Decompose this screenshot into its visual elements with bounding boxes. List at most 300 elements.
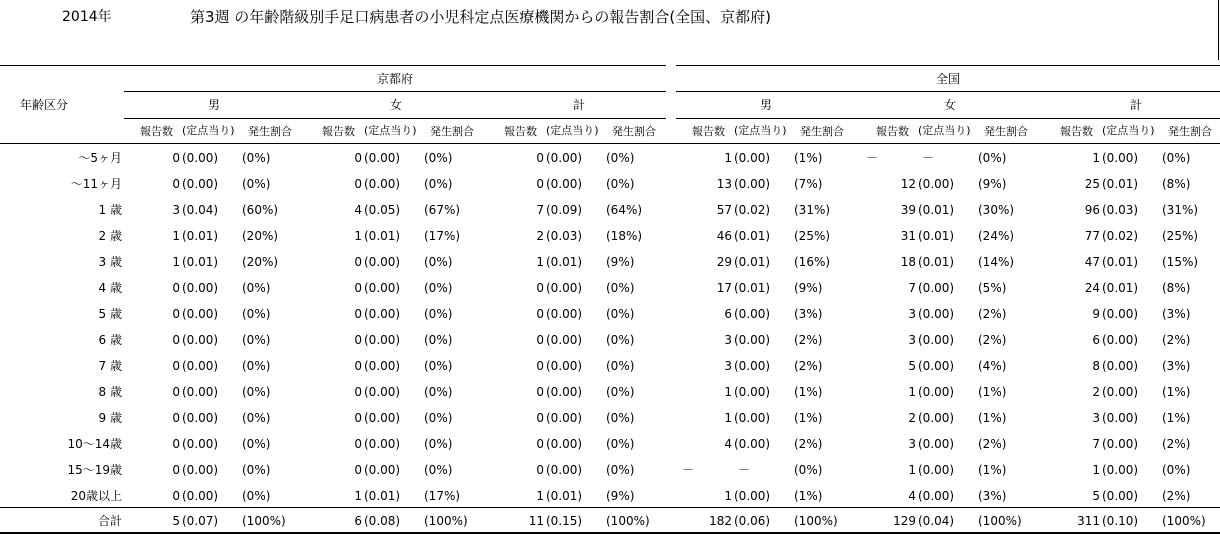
rate-value: (0%) — [606, 281, 635, 295]
report-count: 1 — [354, 489, 362, 503]
per-site-value: (0.00) — [364, 359, 401, 373]
rate-value: (0%) — [424, 437, 453, 451]
rate-value: (0%) — [242, 359, 271, 373]
per-site-value: (0.00) — [364, 307, 401, 321]
report-count: 39 — [900, 203, 916, 217]
subgroup-header: 計 — [572, 98, 585, 112]
per-site-value: (0.00) — [546, 333, 583, 347]
per-site-value: (0.01) — [1102, 281, 1139, 295]
per-site-value: (0.00) — [734, 177, 771, 191]
rate-value: (0%) — [424, 411, 453, 425]
report-count: 24 — [1084, 281, 1100, 295]
rate-value: (1%) — [794, 385, 823, 399]
rate-value: (2%) — [794, 359, 823, 373]
report-count: 0 — [172, 385, 180, 399]
rate-value: (1%) — [978, 463, 1007, 477]
report-count: 0 — [536, 463, 544, 477]
per-site-value: (0.00) — [546, 463, 583, 477]
report-count: 1 — [908, 463, 916, 477]
report-count: 4 — [724, 437, 732, 451]
rate-value: (1%) — [978, 411, 1007, 425]
col-header-rate: 発生割合 — [248, 125, 292, 138]
report-count: 31 — [900, 229, 916, 243]
rate-value: (67%) — [424, 203, 461, 217]
rate-value: (0%) — [242, 411, 271, 425]
report-count: 1 — [172, 229, 180, 243]
col-header-per: (定点当り) — [364, 124, 417, 137]
age-column-header: 年齢区分 — [20, 98, 69, 112]
per-site-value: (0.00) — [1102, 489, 1139, 503]
per-site-value: (0.00) — [364, 411, 401, 425]
per-site-value: (0.04) — [918, 514, 955, 528]
report-count: 0 — [536, 385, 544, 399]
col-header-rate: 発生割合 — [1168, 125, 1212, 138]
per-site-value: (0.01) — [918, 255, 955, 269]
report-count: 0 — [354, 255, 362, 269]
report-count: 0 — [172, 307, 180, 321]
age-label: 8 歳 — [98, 385, 122, 399]
report-count: 182 — [709, 514, 732, 528]
per-site-value: (0.00) — [182, 489, 219, 503]
rate-value: (15%) — [1162, 255, 1199, 269]
rate-value: (14%) — [978, 255, 1015, 269]
rate-value: (0%) — [606, 333, 635, 347]
dash-mark: － — [738, 463, 751, 477]
per-site-value: (0.00) — [364, 385, 401, 399]
rate-value: (9%) — [606, 489, 635, 503]
report-count: 18 — [900, 255, 916, 269]
rate-value: (0%) — [424, 151, 453, 165]
age-label: 7 歳 — [98, 359, 122, 373]
report-count: 3 — [172, 203, 180, 217]
per-site-value: (0.15) — [546, 514, 583, 528]
per-site-value: (0.00) — [546, 281, 583, 295]
rate-value: (16%) — [794, 255, 831, 269]
report-count: 77 — [1084, 229, 1100, 243]
per-site-value: (0.01) — [546, 255, 583, 269]
subgroup-header: 男 — [207, 98, 220, 112]
dash-mark: － — [922, 151, 935, 165]
per-site-value: (0.00) — [1102, 151, 1139, 165]
report-count: 0 — [354, 333, 362, 347]
report-count: 0 — [536, 177, 544, 191]
rate-value: (0%) — [978, 151, 1007, 165]
per-site-value: (0.00) — [918, 359, 955, 373]
per-site-value: (0.01) — [182, 255, 219, 269]
report-count: 0 — [536, 151, 544, 165]
report-count: 12 — [900, 177, 916, 191]
subgroup-header: 女 — [943, 98, 956, 112]
age-label: ～5ヶ月 — [78, 151, 122, 165]
report-count: 1 — [724, 411, 732, 425]
report-count: 25 — [1084, 177, 1100, 191]
per-site-value: (0.00) — [546, 385, 583, 399]
per-site-value: (0.08) — [364, 514, 401, 528]
per-site-value: (0.00) — [182, 333, 219, 347]
rate-value: (0%) — [242, 437, 271, 451]
per-site-value: (0.00) — [364, 463, 401, 477]
per-site-value: (0.00) — [182, 463, 219, 477]
per-site-value: (0.00) — [364, 255, 401, 269]
per-site-value: (0.00) — [546, 151, 583, 165]
rate-value: (0%) — [606, 151, 635, 165]
report-count: 3 — [1092, 411, 1100, 425]
report-count: 2 — [536, 229, 544, 243]
per-site-value: (0.00) — [182, 281, 219, 295]
report-count: 11 — [528, 514, 544, 528]
per-site-value: (0.00) — [1102, 333, 1139, 347]
report-count: 17 — [716, 281, 732, 295]
age-label: 10～14歳 — [67, 437, 122, 451]
rate-value: (3%) — [1162, 307, 1191, 321]
per-site-value: (0.01) — [364, 489, 401, 503]
rate-value: (20%) — [242, 229, 279, 243]
report-count: 0 — [354, 281, 362, 295]
per-site-value: (0.02) — [1102, 229, 1139, 243]
per-site-value: (0.00) — [182, 437, 219, 451]
group-rule-kyoto — [124, 91, 666, 92]
per-site-value: (0.01) — [734, 255, 771, 269]
report-count: 0 — [536, 359, 544, 373]
report-count: 3 — [908, 333, 916, 347]
per-site-value: (0.00) — [734, 359, 771, 373]
per-site-value: (0.00) — [1102, 437, 1139, 451]
report-count: 0 — [172, 489, 180, 503]
per-site-value: (0.00) — [546, 359, 583, 373]
rate-value: (18%) — [606, 229, 643, 243]
per-site-value: (0.00) — [734, 385, 771, 399]
per-site-value: (0.00) — [918, 385, 955, 399]
rate-value: (1%) — [1162, 411, 1191, 425]
rate-value: (0%) — [1162, 151, 1191, 165]
col-header-rate: 発生割合 — [430, 125, 474, 138]
rate-value: (31%) — [1162, 203, 1199, 217]
report-count: 0 — [172, 281, 180, 295]
report-count: 4 — [908, 489, 916, 503]
group-header: 全国 — [935, 72, 960, 86]
report-count: 0 — [354, 411, 362, 425]
per-site-value: (0.00) — [182, 151, 219, 165]
rate-value: (60%) — [242, 203, 279, 217]
report-count: 0 — [354, 437, 362, 451]
rate-value: (3%) — [978, 489, 1007, 503]
rate-value: (0%) — [242, 463, 271, 477]
rate-value: (0%) — [424, 333, 453, 347]
per-site-value: (0.00) — [1102, 359, 1139, 373]
rate-value: (25%) — [794, 229, 831, 243]
per-site-value: (0.00) — [364, 281, 401, 295]
per-site-value: (0.01) — [364, 229, 401, 243]
rate-value: (0%) — [606, 307, 635, 321]
age-label: 1 歳 — [98, 203, 122, 217]
per-site-value: (0.00) — [546, 177, 583, 191]
report-count: 0 — [172, 437, 180, 451]
report-count: 1 — [1092, 463, 1100, 477]
age-label: 20歳以上 — [70, 489, 122, 503]
report-count: 0 — [354, 177, 362, 191]
rate-value: (9%) — [978, 177, 1007, 191]
per-site-value: (0.00) — [734, 489, 771, 503]
age-label: 6 歳 — [98, 333, 122, 347]
report-count: 47 — [1084, 255, 1100, 269]
report-count: 129 — [893, 514, 916, 528]
per-site-value: (0.00) — [918, 437, 955, 451]
top-rule-national — [676, 65, 1220, 66]
report-count: 7 — [1092, 437, 1100, 451]
rate-value: (0%) — [424, 255, 453, 269]
report-count: 6 — [1092, 333, 1100, 347]
per-site-value: (0.00) — [364, 437, 401, 451]
per-site-value: (0.07) — [182, 514, 219, 528]
report-count: 0 — [536, 307, 544, 321]
age-label: 5 歳 — [98, 307, 122, 321]
report-count: 0 — [354, 463, 362, 477]
rate-value: (0%) — [242, 177, 271, 191]
per-site-value: (0.01) — [1102, 177, 1139, 191]
report-count: 5 — [172, 514, 180, 528]
per-site-value: (0.00) — [182, 177, 219, 191]
report-count: 0 — [536, 333, 544, 347]
per-site-value: (0.01) — [734, 281, 771, 295]
group-header: 京都府 — [376, 72, 413, 86]
report-count: 1 — [536, 489, 544, 503]
rate-value: (0%) — [606, 411, 635, 425]
report-count: 7 — [536, 203, 544, 217]
rate-value: (1%) — [978, 385, 1007, 399]
rate-value: (17%) — [424, 489, 461, 503]
report-count: 1 — [1092, 151, 1100, 165]
rate-value: (0%) — [242, 151, 271, 165]
report-count: 5 — [908, 359, 916, 373]
per-site-value: (0.01) — [1102, 255, 1139, 269]
rate-value: (17%) — [424, 229, 461, 243]
report-count: 1 — [724, 151, 732, 165]
report-count: 3 — [908, 307, 916, 321]
per-site-value: (0.00) — [364, 333, 401, 347]
rate-value: (1%) — [1162, 385, 1191, 399]
rate-value: (0%) — [424, 463, 453, 477]
rate-value: (0%) — [606, 385, 635, 399]
per-site-value: (0.00) — [1102, 307, 1139, 321]
rate-value: (0%) — [1162, 463, 1191, 477]
rate-value: (5%) — [978, 281, 1007, 295]
col-header-rate: 発生割合 — [984, 125, 1028, 138]
per-site-value: (0.00) — [1102, 411, 1139, 425]
col-header-reports: 報告数 — [140, 125, 173, 138]
rate-value: (0%) — [606, 463, 635, 477]
rate-value: (100%) — [242, 514, 286, 528]
rate-value: (9%) — [606, 255, 635, 269]
report-count: 6 — [724, 307, 732, 321]
per-site-value: (0.03) — [1102, 203, 1139, 217]
per-site-value: (0.00) — [1102, 463, 1139, 477]
col-header-reports: 報告数 — [322, 125, 355, 138]
report-count: 311 — [1077, 514, 1100, 528]
age-label: ～11ヶ月 — [70, 177, 122, 191]
per-site-value: (0.03) — [546, 229, 583, 243]
report-count: 0 — [172, 411, 180, 425]
report-count: 0 — [172, 151, 180, 165]
report-count: 0 — [536, 281, 544, 295]
per-site-value: (0.00) — [546, 411, 583, 425]
rate-value: (0%) — [242, 333, 271, 347]
subgroup-header: 計 — [1129, 98, 1142, 112]
report-count: 3 — [724, 359, 732, 373]
rate-value: (30%) — [978, 203, 1015, 217]
rate-value: (0%) — [606, 177, 635, 191]
rate-value: (25%) — [1162, 229, 1199, 243]
per-site-value: (0.00) — [546, 307, 583, 321]
sub-rule-national — [676, 118, 1220, 119]
report-count: 2 — [908, 411, 916, 425]
rate-value: (4%) — [978, 359, 1007, 373]
sub-rule-kyoto — [124, 118, 666, 119]
col-header-rate: 発生割合 — [612, 125, 656, 138]
rate-value: (1%) — [794, 151, 823, 165]
per-site-value: (0.01) — [918, 229, 955, 243]
per-site-value: (0.00) — [182, 385, 219, 399]
report-count: 96 — [1084, 203, 1100, 217]
report-count: 7 — [908, 281, 916, 295]
report-count: 0 — [172, 333, 180, 347]
report-count: 1 — [908, 385, 916, 399]
per-site-value: (0.00) — [918, 281, 955, 295]
age-label: 15～19歳 — [67, 463, 122, 477]
report-count: 3 — [724, 333, 732, 347]
report-count: 2 — [1092, 385, 1100, 399]
rate-value: (2%) — [794, 437, 823, 451]
report-year: 2014年 — [62, 9, 112, 25]
dash-mark: － — [682, 463, 695, 477]
per-site-value: (0.09) — [546, 203, 583, 217]
report-count: 0 — [354, 151, 362, 165]
rate-value: (2%) — [1162, 489, 1191, 503]
per-site-value: (0.10) — [1102, 514, 1139, 528]
rate-value: (0%) — [424, 359, 453, 373]
group-rule-national — [676, 91, 1220, 92]
rate-value: (0%) — [424, 177, 453, 191]
rate-value: (0%) — [242, 281, 271, 295]
per-site-value: (0.01) — [918, 203, 955, 217]
per-site-value: (0.06) — [734, 514, 771, 528]
per-site-value: (0.00) — [918, 411, 955, 425]
rate-value: (9%) — [794, 281, 823, 295]
report-count: 3 — [908, 437, 916, 451]
rate-value: (0%) — [606, 437, 635, 451]
rate-value: (100%) — [1162, 514, 1206, 528]
col-header-per: (定点当り) — [734, 124, 787, 137]
rate-value: (31%) — [794, 203, 831, 217]
rate-value: (2%) — [978, 437, 1007, 451]
rate-value: (0%) — [606, 359, 635, 373]
col-header-reports: 報告数 — [692, 125, 725, 138]
total-top-rule — [0, 507, 1220, 508]
rate-value: (0%) — [242, 385, 271, 399]
report-count: 1 — [724, 385, 732, 399]
report-count: 4 — [354, 203, 362, 217]
report-count: 0 — [172, 463, 180, 477]
rate-value: (8%) — [1162, 281, 1191, 295]
report-title: 第3週 の年齢階級別手足口病患者の小児科定点医療機関からの報告割合(全国、京都府) — [190, 8, 772, 26]
rate-value: (0%) — [424, 385, 453, 399]
report-count: 0 — [172, 177, 180, 191]
report-count: 9 — [1092, 307, 1100, 321]
per-site-value: (0.00) — [918, 333, 955, 347]
rate-value: (3%) — [794, 307, 823, 321]
rate-value: (2%) — [978, 333, 1007, 347]
rate-value: (2%) — [1162, 333, 1191, 347]
rate-value: (0%) — [242, 307, 271, 321]
report-count: 0 — [354, 307, 362, 321]
report-count: 1 — [536, 255, 544, 269]
per-site-value: (0.00) — [182, 411, 219, 425]
per-site-value: (0.00) — [364, 177, 401, 191]
age-label: 9 歳 — [98, 411, 122, 425]
subgroup-header: 女 — [389, 98, 402, 112]
rate-value: (0%) — [242, 489, 271, 503]
per-site-value: (0.00) — [734, 411, 771, 425]
col-header-per: (定点当り) — [546, 124, 599, 137]
rate-value: (8%) — [1162, 177, 1191, 191]
rate-value: (24%) — [978, 229, 1015, 243]
per-site-value: (0.00) — [734, 307, 771, 321]
per-site-value: (0.00) — [182, 307, 219, 321]
report-count: 8 — [1092, 359, 1100, 373]
rate-value: (64%) — [606, 203, 643, 217]
rate-value: (3%) — [1162, 359, 1191, 373]
per-site-value: (0.04) — [182, 203, 219, 217]
col-header-per: (定点当り) — [182, 124, 235, 137]
col-header-per: (定点当り) — [1102, 124, 1155, 137]
per-site-value: (0.00) — [734, 333, 771, 347]
report-count: 0 — [536, 411, 544, 425]
per-site-value: (0.00) — [918, 463, 955, 477]
per-site-value: (0.00) — [364, 151, 401, 165]
rate-value: (20%) — [242, 255, 279, 269]
subgroup-header: 男 — [759, 98, 772, 112]
rate-value: (100%) — [424, 514, 468, 528]
header-bottom-rule — [0, 143, 1220, 144]
rate-value: (0%) — [794, 463, 823, 477]
per-site-value: (0.00) — [918, 177, 955, 191]
per-site-value: (0.00) — [734, 151, 771, 165]
rate-value: (7%) — [794, 177, 823, 191]
per-site-value: (0.05) — [364, 203, 401, 217]
report-count: 29 — [716, 255, 732, 269]
col-header-reports: 報告数 — [876, 125, 909, 138]
rate-value: (2%) — [1162, 437, 1191, 451]
rate-value: (1%) — [794, 411, 823, 425]
col-header-per: (定点当り) — [918, 124, 971, 137]
age-label: 2 歳 — [98, 229, 122, 243]
rate-value: (2%) — [794, 333, 823, 347]
per-site-value: (0.00) — [734, 437, 771, 451]
report-count: 0 — [536, 437, 544, 451]
col-header-reports: 報告数 — [1060, 125, 1093, 138]
per-site-value: (0.01) — [734, 229, 771, 243]
rate-value: (0%) — [424, 307, 453, 321]
report-count: 0 — [354, 359, 362, 373]
col-header-reports: 報告数 — [504, 125, 537, 138]
age-label: 3 歳 — [98, 255, 122, 269]
per-site-value: (0.00) — [918, 489, 955, 503]
report-count: 57 — [716, 203, 732, 217]
per-site-value: (0.00) — [1102, 385, 1139, 399]
report-count: 6 — [354, 514, 362, 528]
report-count: 1 — [354, 229, 362, 243]
rate-value: (2%) — [978, 307, 1007, 321]
rate-value: (1%) — [794, 489, 823, 503]
